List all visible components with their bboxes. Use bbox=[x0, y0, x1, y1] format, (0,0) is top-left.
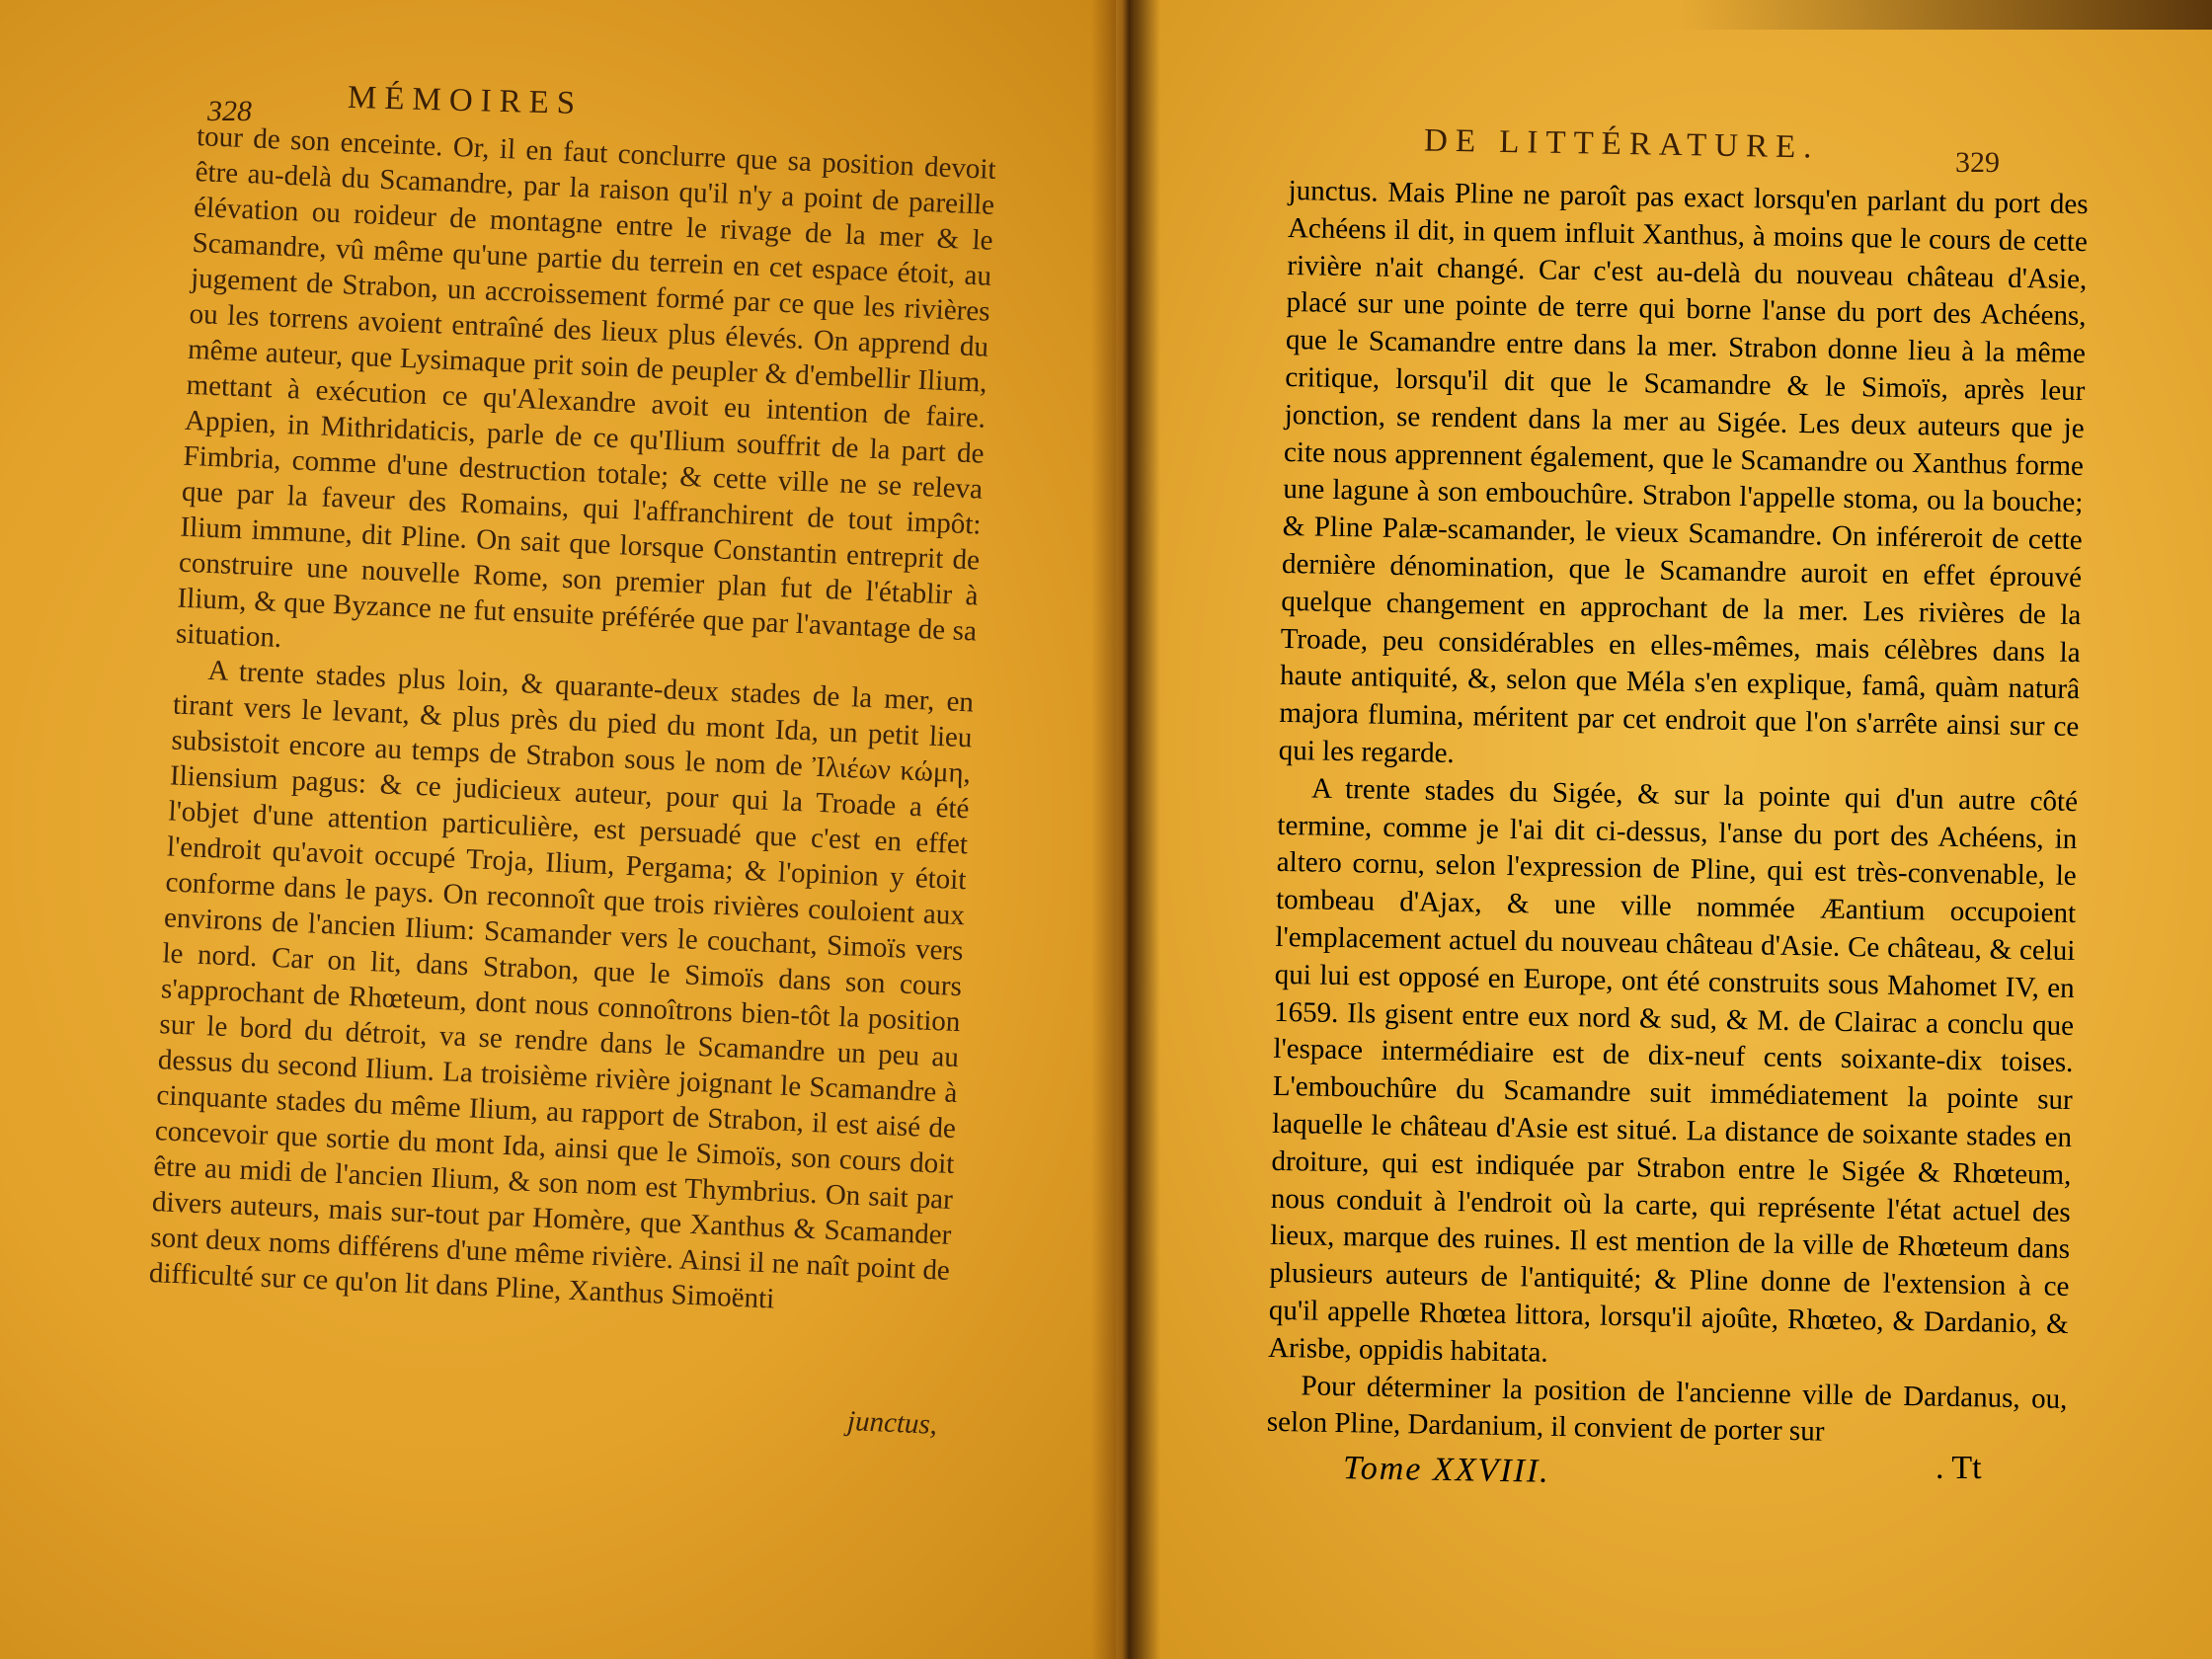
book-gutter bbox=[1091, 0, 1160, 1659]
right-paragraph-3: Pour déterminer la position de l'ancienne ville de Dardanus, ou, selon Pline, Dardanium, il convient de porter sur bbox=[1266, 1369, 2068, 1448]
page-number-left: 328 bbox=[207, 95, 252, 127]
signature-mark: . Tt bbox=[1936, 1450, 1982, 1486]
running-head-right: DE LITTÉRATURE. bbox=[1423, 122, 1820, 166]
right-text-block bbox=[1267, 173, 2089, 1456]
running-head-left: MÉMOIRES bbox=[347, 79, 584, 122]
left-paragraph-1: tour de son enceinte. Or, il en faut conclurre que sa position devoit être au-delà du Scamandre, par la raison qu'il n'y a point de pareille élévation ou roideur de montagne entre le rivage de la mer & le Scamandre, vû même qu'une partie du terrein en cet espace étoit, au jugement de Strabon, un accroissement formé par ce que les rivières ou les torrens avoient entraîné des lieux plus élevés. On apprend du même auteur, que Lysimaque prit soin de peupler & d'embellir Ilium, mettant à exécution ce qu'Alexandre avoit eu intention de faire. Appien, in Mithridaticis, parle de ce qu'Ilium souffrit de la part de Fimbria, comme d'une destruction totale; & cette ville ne se releva que par la faveur des Romains, qui l'affranchirent de tout impôt: Ilium immune, dit Pline. On sait que lorsque Constantin entreprit de construire une nouvelle Rome, son premier plan fut de l'établir à Ilium, & que Byzance ne fut ensuite préférée que par l'avantage de sa situation. bbox=[175, 119, 997, 655]
page-number-right: 329 bbox=[1955, 146, 2000, 179]
left-text-block bbox=[148, 118, 996, 1324]
right-paragraph-1: junctus. Mais Pline ne paroît pas exact lorsqu'en parlant du port des Achéens il dit, in quem influit Xanthus, à moins que le cours de cette rivière n'ait changé. Car c'est au-delà du nouveau château d'Asie, placé sur une pointe de terre qui borne l'anse du port des Achéens, que le Scamandre entre dans la mer. Strabon donne lieu à la même critique, lorsqu'il dit que le Scamandre & le Simoïs, après leur jonction, se rendent dans la mer au Sigée. Les deux auteurs que je cite nous apprennent également, que le Scamandre ou Xanthus forme une lagune à son embouchûre. Strabon l'appelle stoma, ou la bouche; & Pline Palæ-scamander, le vieux Scamandre. On inféreroit de cette dernière dénomination, que le Scamandre auroit en effet éprouvé quelque changement en approchant de la mer. Les rivières de la Troade, peu considérables en elles-mêmes, mais célèbres dans la haute antiquité, &, selon que Méla s'en explique, famâ, quàm naturâ majora flumina, méritent par cet endroit que l'on s'arrête ainsi sur ce qui les regarde. bbox=[1278, 174, 2089, 769]
background-shadow bbox=[1679, 0, 2212, 30]
catchword-left: junctus, bbox=[846, 1405, 938, 1441]
signature-tome: Tome XXVIII. bbox=[1342, 1450, 1551, 1490]
left-paragraph-2: A trente stades plus loin, & quarante-deux stades de la mer, en tirant vers le levant, & plus près du pied du mont Ida, un petit lieu subsistoit encore au temps de Strabon sous le nom de Ἰλιέων κώμη, Iliensium pagus: & ce judicieux auteur, pour qui la Troade a été l'objet d'une attention particulière, est persuadé que c'est en effet l'endroit qu'avoit occupé Troja, Ilium, Pergama; & l'opinion y étoit conforme dans le pays. On reconnoît que trois rivières couloient aux environs de l'ancien Ilium: Scamander vers le couchant, Simoïs vers le nord. Car on lit, dans Strabon, que le Simoïs dans son cours s'approchant de Rhœteum, dont nous connoîtrons bien-tôt la position sur le bord du détroit, va se rendre dans le Scamandre un peu au dessus du second Ilium. La troisième rivière joignant le Scamandre à cinquante stades du même Ilium, au rapport de Strabon, il est aisé de concevoir que sortie du mont Ida, ainsi que le Simoïs, son cours doit être au midi de l'ancien Ilium, & son nom est Thymbrius. On sait par divers auteurs, mais sur-tout par Homère, que Xanthus & Scamander sont deux noms différens d'une même rivière. Ainsi il ne naît point de difficulté sur ce qu'on lit dans Pline, Xanthus Simoënti bbox=[148, 654, 975, 1315]
right-paragraph-2: A trente stades du Sigée, & sur la pointe qui d'un autre côté termine, comme je l'ai dit ci-dessus, l'anse du port des Achéens, in altero cornu, selon l'expression de Pline, qui est très-convenable, le tombeau d'Ajax, & une ville nommée Æantium occupoient l'emplacement actuel du nouveau château d'Asie. Ce château, & celui qui lui est opposé en Europe, ont été construits sous Mahomet IV, en 1659. Ils gisent entre eux nord & sud, & M. de Clairac a conclu que l'espace intermédiaire est de dix-neuf cents soixante-dix toises. L'embouchûre du Scamandre suit immédiatement la pointe sur laquelle le château d'Asie est situé. La distance de soixante stades en droiture, qui est indiquée par Strabon entre le Sigée & Rhœteum, nous conduit à l'endroit où la carte, qui représente l'état actuel des lieux, marque des ruines. Il est mention de la ville de Rhœteum dans plusieurs auteurs de l'antiquité; & Pline donne de l'extension à ce qu'il appelle Rhœtea littora, lorsqu'il ajoûte, Rhœteo, & Dardanio, & Arisbe, oppidis habitata. bbox=[1267, 772, 2079, 1369]
